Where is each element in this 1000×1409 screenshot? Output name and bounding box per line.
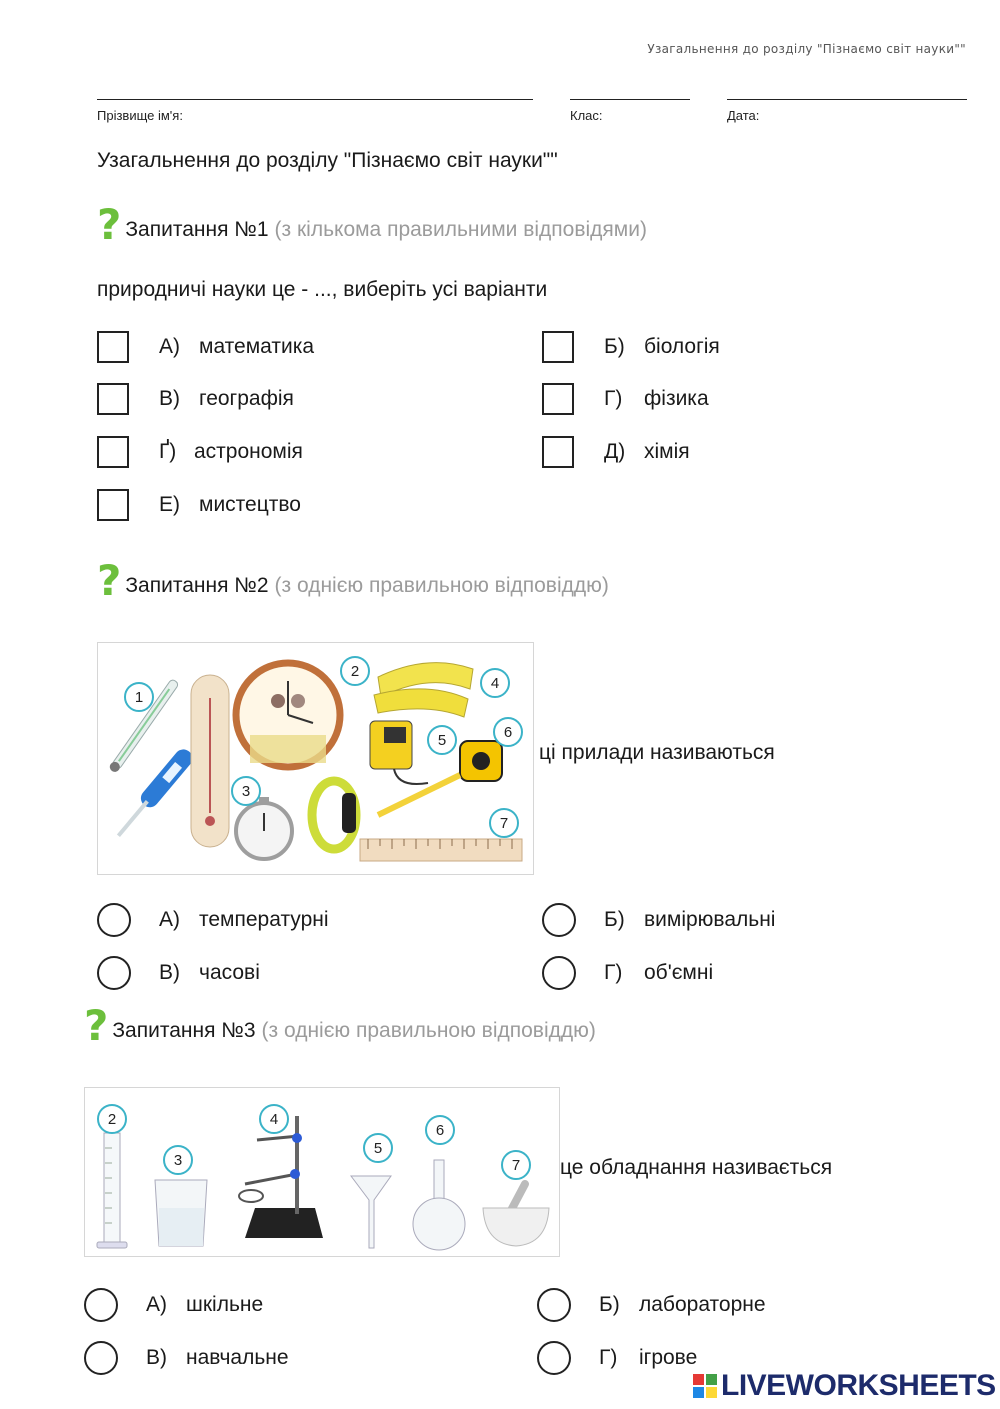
laser-measure-icon [370,721,428,784]
option-text: мистецтво [199,493,301,516]
checkbox[interactable] [542,436,574,468]
number-marker [125,683,153,711]
question-1-header [97,200,647,249]
checkbox[interactable] [97,436,129,468]
option-text: температурні [199,908,329,931]
marker-label: 7 [499,815,509,832]
name-label: Прізвище ім'я: [97,108,183,123]
option-letter: Г) [604,387,623,410]
q1-option-h[interactable] [542,383,709,415]
funnel-icon [351,1176,391,1248]
option-text: географія [199,387,294,410]
option-text: фізика [644,387,709,410]
q1-option-d[interactable] [542,436,690,468]
option-letter: Е) [159,493,180,516]
question-mark-icon: ? [97,200,122,249]
question-2-prompt: ці прилади називаються [539,741,775,764]
logo-text: LIVEWORKSHEETS [721,1369,996,1402]
question-2-header [97,556,609,605]
question-1-prompt: природничі науки це - ..., виберіть усі варіанти [97,278,548,301]
option-letter: Б) [604,335,625,358]
checkbox[interactable] [97,383,129,415]
question-3-prompt: це обладнання називається [560,1156,833,1179]
number-marker [98,1105,126,1133]
option-letter: Г) [604,961,623,984]
marker-label: 6 [503,724,513,741]
marker-label: 6 [435,1122,445,1139]
radio-button[interactable] [84,1288,118,1322]
header-note: Узагальнення до розділу "Пізнаємо світ науки"" [647,42,966,56]
name-line[interactable] [97,99,533,100]
q1-option-a[interactable] [97,331,314,363]
lab-stand-icon [239,1116,323,1238]
q1-option-e[interactable] [97,489,301,521]
logo-tiles-icon [693,1374,717,1398]
tailor-tape-icon [374,663,473,717]
option-letter: А) [159,335,180,358]
number-marker [502,1151,530,1179]
mortar-and-pestle-icon [483,1184,549,1246]
wall-thermometer-icon [191,675,229,847]
q1-option-v[interactable] [97,383,294,415]
question-1-hint: (з кількома правильними відповідями) [274,218,647,241]
round-flask-icon [413,1160,465,1250]
clock-icon [236,663,340,767]
option-letter: В) [159,961,180,984]
question-2-hint: (з однією правильною відповіддю) [274,574,609,597]
question-3-header [84,1001,596,1050]
option-text: вимірювальні [644,908,776,931]
question-1-title: Запитання №1 [125,218,269,241]
option-letter: Г) [599,1346,618,1369]
option-text: хімія [644,440,690,463]
option-letter: В) [159,387,180,410]
marker-label: 2 [107,1111,117,1128]
marker-label: 7 [511,1157,521,1174]
option-text: ігрове [639,1346,698,1369]
class-label: Клас: [570,108,603,123]
marker-label: 5 [437,732,447,749]
ruler-icon [360,839,522,861]
marker-label: 3 [173,1152,183,1169]
number-marker [232,777,260,805]
number-marker [490,809,518,837]
marker-label: 4 [269,1111,279,1128]
q3-option-b[interactable] [537,1288,766,1322]
radio-button[interactable] [97,903,131,937]
date-label: Дата: [727,108,760,123]
option-letter: В) [146,1346,167,1369]
number-marker [260,1105,288,1133]
measuring-instruments-image [97,642,534,875]
question-3-hint: (з однією правильною відповіддю) [261,1019,596,1042]
question-mark-icon: ? [97,556,122,605]
question-2-title: Запитання №2 [125,574,269,597]
option-letter: А) [159,908,180,931]
marker-label: 1 [134,689,144,706]
marker-label: 4 [490,675,500,692]
radio-button[interactable] [84,1341,118,1375]
q2-option-h[interactable] [542,956,713,990]
radio-button[interactable] [542,903,576,937]
q3-option-h[interactable] [537,1341,697,1375]
q2-option-v[interactable] [97,956,260,990]
marker-label: 2 [350,663,360,680]
number-marker [426,1116,454,1144]
option-letter: Б) [599,1293,620,1316]
option-text: шкільне [186,1293,264,1316]
q2-option-a[interactable] [97,903,329,937]
option-letter: Д) [604,440,626,463]
checkbox[interactable] [542,383,574,415]
q1-option-g[interactable] [97,436,303,468]
option-text: часові [199,961,260,984]
checkbox[interactable] [542,331,574,363]
radio-button[interactable] [537,1288,571,1322]
option-text: математика [199,335,315,358]
number-marker [481,669,509,697]
option-letter: Ґ) [159,440,177,463]
option-text: об'ємні [644,961,714,984]
graduated-cylinder-icon [97,1133,127,1248]
option-text: навчальне [186,1346,289,1369]
number-marker [428,726,456,754]
q1-option-b[interactable] [542,331,720,363]
q2-option-b[interactable] [542,903,775,937]
worksheet-title: Узагальнення до розділу "Пізнаємо світ науки"" [97,149,558,172]
lab-equipment-illustration [85,1088,559,1256]
checkbox[interactable] [97,489,129,521]
fitness-band-icon [312,781,356,849]
date-line[interactable] [727,99,967,100]
radio-button[interactable] [537,1341,571,1375]
number-marker [494,718,522,746]
option-text: біологія [644,335,720,358]
number-marker [341,657,369,685]
instruments-illustration [98,643,533,874]
option-letter: Б) [604,908,625,931]
class-line[interactable] [570,99,690,100]
marker-label: 5 [373,1140,383,1157]
radio-button[interactable] [97,956,131,990]
option-text: лабораторне [639,1293,766,1316]
lab-equipment-image [84,1087,560,1257]
liveworksheets-logo[interactable] [693,1369,996,1403]
marker-label: 3 [241,783,251,800]
beaker-icon [155,1180,207,1246]
question-3-title: Запитання №3 [112,1019,256,1042]
stopwatch-icon [236,797,292,859]
checkbox[interactable] [97,331,129,363]
question-mark-icon: ? [84,1001,109,1050]
radio-button[interactable] [542,956,576,990]
option-text: астрономія [194,440,303,463]
number-marker [364,1134,392,1162]
number-marker [164,1146,192,1174]
q3-option-a[interactable] [84,1288,263,1322]
q3-option-v[interactable] [84,1341,289,1375]
option-letter: А) [146,1293,167,1316]
